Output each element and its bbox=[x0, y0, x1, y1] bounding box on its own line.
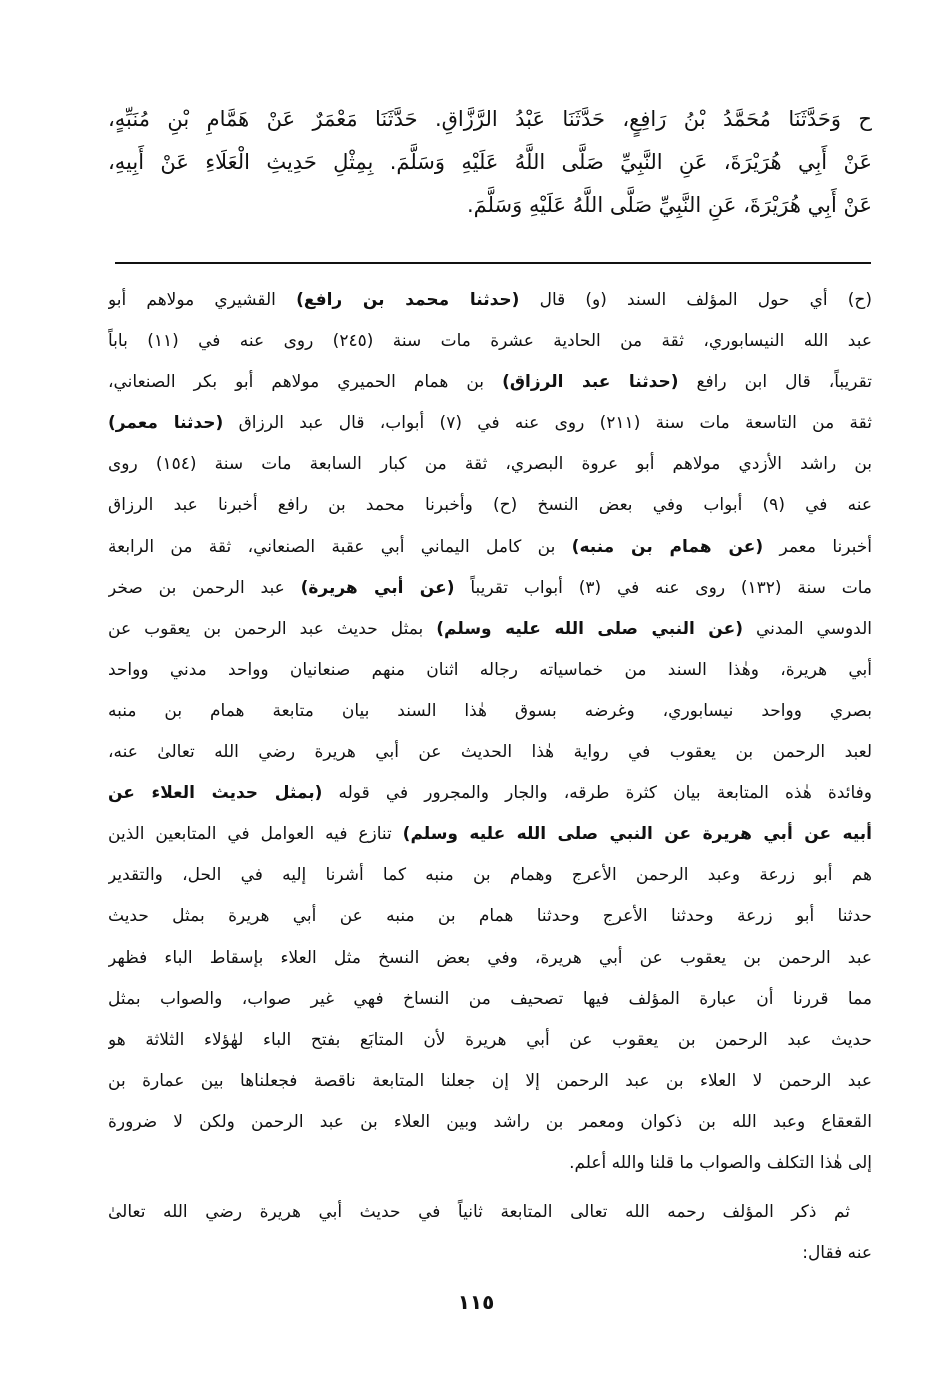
text-line bbox=[108, 938, 872, 979]
footnote-divider bbox=[115, 262, 871, 264]
text-line bbox=[108, 650, 872, 691]
text-line bbox=[108, 321, 872, 362]
text-segment: (ح) أي حول المؤلف السند (و) قال bbox=[519, 290, 872, 310]
text-line bbox=[108, 1233, 872, 1274]
text-segment: عبد الله النيسابوري، ثقة من الحادية عشرة مات سنة (٢٤٥) روى عنه في (١١) باباً bbox=[108, 331, 872, 352]
text-line bbox=[108, 527, 872, 568]
text-line bbox=[108, 98, 872, 141]
text-segment: مما قررنا أن عبارة المؤلف فيها تصحيف من النساخ فهي غير صواب، والصواب بمثل bbox=[108, 988, 872, 1009]
page-number: ١١٥ bbox=[457, 1290, 495, 1314]
text-segment: بن كامل اليماني أبي عقبة الصنعاني، ثقة من الرابعة bbox=[108, 536, 572, 557]
text-segment: بمثل حديث عبد الرحمن بن يعقوب عن bbox=[108, 618, 437, 639]
text-segment: ثم ذكر المؤلف رحمه الله تعالى المتابعة ثانياً في حديث أبي هريرة رضي الله تعالىٰ bbox=[108, 1202, 850, 1223]
text-line bbox=[108, 403, 872, 444]
text-segment: أخبرنا معمر bbox=[763, 536, 872, 557]
bold-quoted-text: (عن النبي صلى الله عليه وسلم) bbox=[436, 618, 743, 639]
text-segment: حدثنا أبو زرعة وحدثنا الأعرج وحدثنا همام بن منبه عن أبي هريرة بمثل حديث bbox=[108, 906, 872, 927]
text-segment: عبد الرحمن لا العلاء بن عبد الرحمن إلا إن جعلنا المتابعة ناقصة فجعلناها بين عمارة بن bbox=[108, 1070, 872, 1091]
text-segment: الدوسي المدني bbox=[743, 618, 872, 639]
text-segment: أبي هريرة، وهٰذا السند من خماسياته رجاله اثنان منهم صنعانيان وواحد مدني وواحد bbox=[108, 659, 872, 680]
text-line bbox=[108, 1143, 872, 1184]
text-segment: حديث عبد الرحمن بن يعقوب عن أبي هريرة لأن المتابَع بفتح الباء لهٰؤلاء الثلاثة هو bbox=[108, 1029, 872, 1050]
text-segment: ح وَحَدَّثَنَا مُحَمَّدُ بْنُ رَافِعٍ، حَدَّثَنَا عَبْدُ الرَّزَّاقِ. حَدَّثَنَا مَعْمَرٌ عَنْ هَمَّامِ بْنِ مُنَبِّهٍ، bbox=[108, 107, 872, 131]
text-line bbox=[108, 280, 872, 321]
bold-quoted-text: (حدثنا محمد بن رافع) bbox=[296, 290, 520, 310]
text-segment: بن راشد الأزدي مولاهم أبو عروة البصري، ثقة من كبار السابعة مات سنة (١٥٤) روى bbox=[108, 454, 872, 475]
text-segment: تنازع فيه العوامل في المتابعين الذين bbox=[108, 824, 403, 845]
text-line bbox=[108, 362, 872, 403]
text-line bbox=[108, 691, 872, 732]
bold-quoted-text: (بمثل حديث العلاء عن bbox=[108, 783, 323, 804]
text-segment: بن همام الحميري مولاهم أبو بكر الصنعاني، bbox=[108, 372, 503, 393]
text-line bbox=[108, 609, 872, 650]
text-segment: بصري وواحد نيسابوري، وغرضه بسوق هٰذا السند بيان متابعة همام بن منبه bbox=[108, 700, 872, 721]
text-segment: القعقاع وعبد الله بن ذكوان ومعمر بن راشد وبين العلاء بن عبد الرحمن ولكن لا ضرورة bbox=[108, 1111, 872, 1132]
text-line bbox=[108, 1061, 872, 1102]
text-line bbox=[108, 773, 872, 814]
text-line bbox=[108, 855, 872, 896]
text-segment: عَنْ أَبِي هُرَيْرَةَ، عَنِ النَّبِيِّ صَلَّى اللَّهُ عَلَيْهِ وَسَلَّمَ. بِمِثْلِ حَدِيثِ الْعَلَاءِ عَنْ أَبِيهِ، bbox=[108, 150, 872, 174]
text-line bbox=[108, 485, 872, 526]
text-segment: عبد الرحمن بن يعقوب عن أبي هريرة، وفي بعض النسخ مثل العلاء بإسقاط الباء فظهر bbox=[108, 947, 872, 968]
text-line bbox=[108, 1102, 872, 1143]
text-line bbox=[108, 444, 872, 485]
text-line bbox=[108, 184, 872, 227]
text-line bbox=[108, 568, 872, 609]
text-line bbox=[108, 896, 872, 937]
text-segment: هم أبو زرعة وعبد الرحمن الأعرج وهمام بن منبه كما أشرنا إليه في الحل، والتقدير bbox=[108, 865, 872, 886]
text-segment: عبد الرحمن بن صخر bbox=[108, 577, 301, 598]
text-segment: إلى هٰذا التكلف والصواب ما قلنا والله أعلم. bbox=[569, 1152, 872, 1173]
bold-quoted-text: (عن أبي هريرة) bbox=[300, 577, 455, 598]
text-line bbox=[108, 1192, 872, 1233]
bold-quoted-text: (حدثنا معمر) bbox=[108, 413, 224, 434]
closing-paragraph bbox=[108, 1192, 872, 1274]
text-segment: القشيري مولاهم أبو bbox=[108, 290, 297, 310]
text-segment: عنه فقال: bbox=[802, 1243, 872, 1264]
bold-quoted-text: أبيه عن أبي هريرة عن النبي صلى الله عليه وسلم) bbox=[402, 824, 872, 845]
text-segment: لعبد الرحمن بن يعقوب في رواية هٰذا الحديث عن أبي هريرة رضي الله تعالىٰ عنه، bbox=[108, 742, 872, 763]
hadith-text bbox=[108, 98, 872, 227]
text-line bbox=[108, 1020, 872, 1061]
text-line bbox=[108, 732, 872, 773]
bold-quoted-text: (عن همام بن منبه) bbox=[571, 536, 764, 557]
text-segment: وفائدة هٰذه المتابعة بيان كثرة طرقه، والجار والمجرور في قوله bbox=[322, 783, 872, 804]
bold-quoted-text: (حدثنا عبد الرزاق) bbox=[502, 372, 679, 393]
commentary-text bbox=[108, 280, 872, 1274]
text-line bbox=[108, 814, 872, 855]
text-segment: ثقة من التاسعة مات سنة (٢١١) روى عنه في (٧) أبواب، قال عبد الرزاق bbox=[223, 413, 872, 434]
text-line bbox=[108, 979, 872, 1020]
text-segment: عَنْ أَبِي هُرَيْرَةَ، عَنِ النَّبِيِّ صَلَّى اللَّهُ عَلَيْهِ وَسَلَّمَ. bbox=[466, 193, 872, 217]
text-line bbox=[108, 141, 872, 184]
text-segment: مات سنة (١٣٢) روى عنه في (٣) أبواب تقريباً bbox=[454, 577, 872, 598]
text-segment: عنه في (٩) أبواب وفي بعض النسخ (ح) وأخبرنا محمد بن رافع أخبرنا عبد الرزاق bbox=[108, 495, 872, 516]
text-segment: تقريباً، قال ابن رافع bbox=[678, 372, 872, 393]
